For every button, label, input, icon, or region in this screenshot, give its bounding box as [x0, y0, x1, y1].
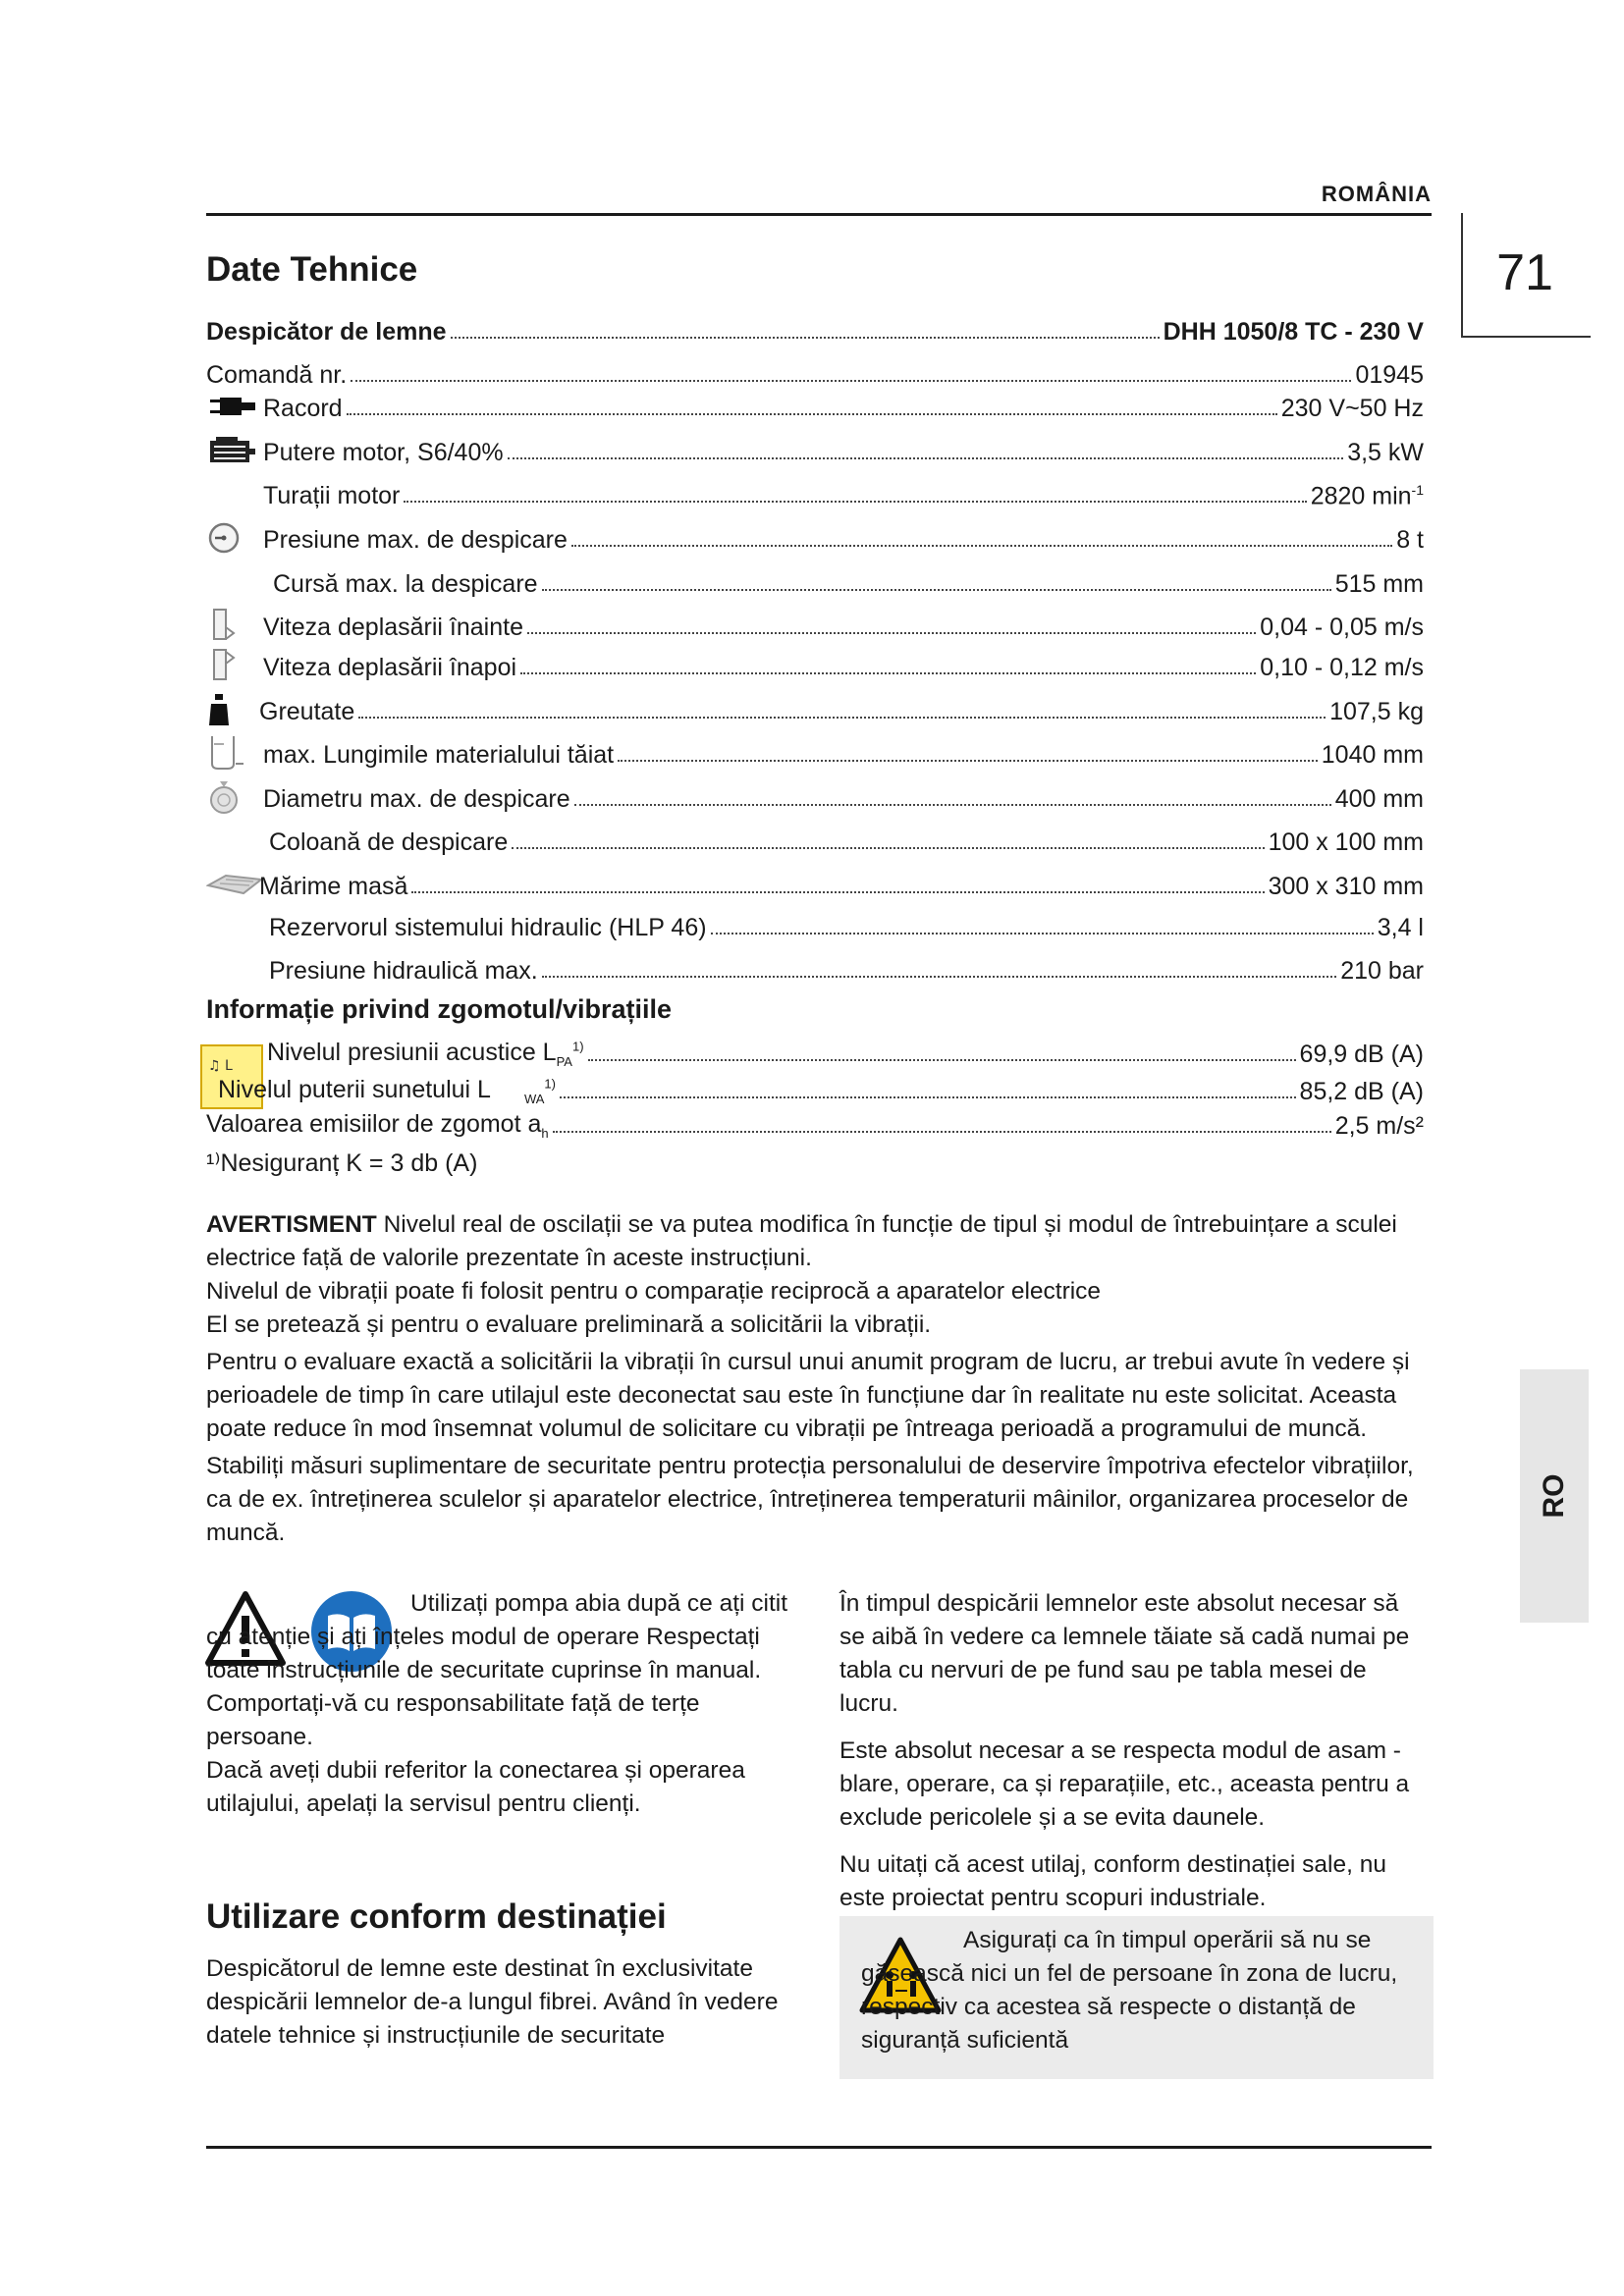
spec-value: 01945	[1355, 361, 1424, 389]
noise-value: 69,9 dB (A)	[1299, 1041, 1424, 1068]
noise-row-vibration	[206, 1105, 1424, 1141]
spec-label: Greutate	[259, 698, 355, 725]
noise-value: 85,2 dB (A)	[1299, 1078, 1424, 1105]
spec-value: 400 mm	[1334, 785, 1424, 813]
leader-dots	[574, 804, 1331, 806]
header-rule	[206, 213, 1432, 216]
spec-value: 100 x 100 mm	[1268, 828, 1424, 856]
leader-dots	[411, 891, 1264, 893]
spec-value: 210 bar	[1340, 957, 1424, 985]
leader-dots	[508, 457, 1344, 459]
spec-row-max-length	[206, 734, 1424, 770]
responsibility-text: Comportați-vă cu responsabilitate față de terțe persoane.	[206, 1690, 700, 1750]
spec-row-order	[206, 354, 1424, 390]
spec-row-power-connection	[206, 388, 1424, 423]
spec-label: Cursă max. la despicare	[273, 570, 538, 598]
spec-value: 2820 $\min^{-1}$	[1310, 481, 1424, 509]
ram-backward-icon	[206, 649, 263, 682]
log-diameter-icon	[206, 780, 263, 814]
spec-value: 3,4 l	[1377, 914, 1424, 941]
table-icon	[206, 868, 263, 901]
spec-row-split-pressure	[206, 519, 1424, 555]
weight-icon	[206, 693, 263, 726]
leader-dots	[542, 976, 1336, 978]
footer-rule	[206, 2146, 1432, 2149]
noise-label: Valoarea emisiilor de zgomot $a_h$	[206, 1110, 549, 1141]
spec-label: max. Lungimile materialului tăiat	[263, 741, 615, 769]
leader-dots	[351, 380, 1351, 382]
leader-dots	[542, 589, 1331, 591]
leader-dots	[347, 413, 1277, 415]
right-paragraph-3: Nu uitați că acest utilaj, conform destinației sale, nu este proiectat pentru scopuri industriale.	[839, 1851, 1386, 1911]
language-tab-label: RO	[1538, 1473, 1570, 1519]
motor-icon	[206, 434, 263, 467]
warning-block	[206, 1208, 1438, 1550]
spec-label: Putere motor, S6/40%	[263, 439, 504, 466]
spec-row-weight	[206, 691, 1424, 726]
leader-dots	[588, 1059, 1296, 1061]
sound-icon	[206, 1036, 267, 1069]
spec-value: 1040 mm	[1321, 741, 1424, 769]
right-paragraph-1: În timpul despicării lemnelor este absolut necesar să se aibă în vedere ca lemnele tăiate să cadă numai pe tabla cu nervuri de pe fund sau pe tabla mesei de lucru.	[839, 1590, 1410, 1717]
spec-label: Presiune max. de despicare	[263, 526, 568, 554]
spec-value: 8 t	[1396, 526, 1424, 554]
spec-row-motor-speed	[206, 475, 1424, 510]
spec-row-motor-power	[206, 432, 1424, 467]
spec-label: Comandă nr.	[206, 361, 348, 389]
noise-row-sound-pressure	[206, 1034, 1424, 1069]
spec-value: 3,5 kW	[1347, 439, 1424, 466]
plug-icon	[206, 390, 263, 423]
intended-use-heading: Utilizare conform destinației	[206, 1897, 667, 1936]
spec-label: Rezervorul sistemului hidraulic (HLP 46)	[269, 914, 707, 941]
spec-value: 107,5 kg	[1329, 698, 1424, 725]
spec-row-forward-speed	[206, 607, 1424, 642]
warning-paragraph-5: Stabiliți măsuri suplimentare de securitate pentru protecția personalului de deservire împotriva efectelor vibrațiilor, ca de ex. întreținerea sculelor și aparatelor electrice, întreținerea temperaturii mâinilor, organizarea proceselor de muncă.	[206, 1453, 1414, 1546]
spec-row-hydraulic-pressure	[206, 950, 1424, 986]
spec-label: Coloană de despicare	[269, 828, 509, 856]
noise-section-heading: Informație privind zgomotul/vibrațiile	[206, 994, 673, 1024]
spec-row-split-column	[206, 822, 1424, 857]
header-country: ROMÂNIA	[1321, 182, 1432, 206]
warning-paragraph-4: Pentru o evaluare exactă a solicitării la vibrații în cursul unui anumit program de lucru, ar trebui avute în vedere și perioadele de timp în care utilajul este deconectat sau este în funcțiune dar în realitate nu este solicitat. Aceasta poate reduce în mod însemnat volumul de solicitare cu vibrații pe întreaga perioadă a programului de muncă.	[206, 1349, 1410, 1442]
warning-paragraph-3: El se pretează și pentru o evaluare preliminară a solicitării la vibrații.	[206, 1311, 932, 1338]
right-paragraph-2: Este absolut necesar a se respecta modul de asam - blare, operare, ca și reparațiile, etc., aceasta pentru a exclude pericolele și a se evita daunele.	[839, 1737, 1410, 1831]
manual-instructions: Utilizați pompa abia după ce ați citit cu atenție și ați înțeles modul de operare Respectați toate instrucțiunile de securitate cuprinse în manual. Comportați-vă cu responsabilitate față de terțe persoane. Dacă aveți dubii referitor la conectarea și operarea utilajului, apelați la servisul pentru clienți.	[206, 1587, 795, 1821]
leader-dots	[520, 672, 1256, 674]
leader-dots	[451, 337, 1160, 339]
spec-value: 0,04 - 0,05 m/s	[1260, 614, 1424, 641]
spec-label: Racord	[263, 395, 343, 422]
leader-dots	[553, 1131, 1331, 1133]
pressure-gauge-icon	[206, 521, 263, 555]
page-title: Date Tehnice	[206, 250, 418, 289]
spec-label: Viteza deplasării înainte	[263, 614, 523, 641]
intended-use-text: Despicătorul de lemne este destinat în exclusivitate despicării lemnelor de-a lungul fibrei. Având în vedere datele tehnice și instrucțiunile de securitate	[206, 1955, 779, 2049]
language-tab	[1520, 1369, 1589, 1623]
leader-dots	[358, 717, 1326, 719]
noise-value: 2,5 m/s²	[1334, 1112, 1424, 1140]
noise-row-sound-power	[206, 1071, 1424, 1106]
page-number: 71	[1496, 244, 1553, 301]
log-length-icon	[206, 736, 263, 770]
leader-dots	[527, 632, 1256, 634]
svg-text:♫ L: ♫ L	[208, 1058, 233, 1074]
noise-label: Nivelul presiunii acustice $L_{PA}^{1)}$	[267, 1039, 584, 1069]
noise-label: Nivelul puterii sunetului L $_{WA}^{1)}$	[218, 1076, 556, 1106]
product-label: Despicător de lemne	[206, 318, 447, 346]
spec-value: 0,10 - 0,12 m/s	[1260, 654, 1424, 681]
spec-value: 300 x 310 mm	[1268, 873, 1424, 900]
spec-row-table-size	[206, 866, 1424, 901]
leader-dots	[618, 760, 1318, 762]
leader-dots	[571, 545, 1392, 547]
leader-dots	[512, 847, 1264, 849]
spec-value: 515 mm	[1334, 570, 1424, 598]
doubts-text: Dacă aveți dubii referitor la conectarea și operarea utilajului, apelați la servisul pentru clienți.	[206, 1757, 745, 1817]
spec-row-backward-speed	[206, 647, 1424, 682]
spec-label: Presiune hidraulică max.	[269, 957, 538, 985]
warning-paragraph-1: AVERTISMENT Nivelul real de oscilații se va putea modifica în funcție de tipul și modul de întrebuințare a sculei electrice față de valorile prezentate în aceste instrucțiuni.	[206, 1211, 1397, 1271]
ram-forward-icon	[206, 609, 263, 642]
product-row	[206, 311, 1424, 347]
noise-footnote: ¹⁾Nesiguranț K = 3 db (A)	[206, 1149, 478, 1177]
spec-row-hydraulic-tank	[206, 907, 1424, 942]
spec-label: Viteza deplasării înapoi	[263, 654, 517, 681]
spec-value: 230 V~50 Hz	[1280, 395, 1424, 422]
spec-label: Turații motor	[263, 482, 401, 509]
product-model: DHH 1050/8 TC - 230 V	[1163, 318, 1424, 346]
spec-row-split-stroke	[206, 563, 1424, 599]
right-column	[839, 1587, 1429, 1915]
warning-paragraph-2: Nivelul de vibrații poate fi folosit pentru o comparație reciprocă a aparatelor electrice	[206, 1278, 1102, 1305]
leader-dots	[711, 933, 1374, 934]
leader-dots	[404, 501, 1306, 503]
spec-label: Mărime masă	[259, 873, 408, 900]
safety-notice-text: Asigurați ca în timpul operării să nu se găsească nici un fel de persoane în zona de lucru, respectiv ca acestea să respecte o distanță de siguranță suficientă	[861, 1927, 1398, 2054]
spec-label: Diametru max. de despicare	[263, 785, 570, 813]
leader-dots	[560, 1096, 1296, 1098]
spec-row-max-diameter	[206, 778, 1424, 814]
